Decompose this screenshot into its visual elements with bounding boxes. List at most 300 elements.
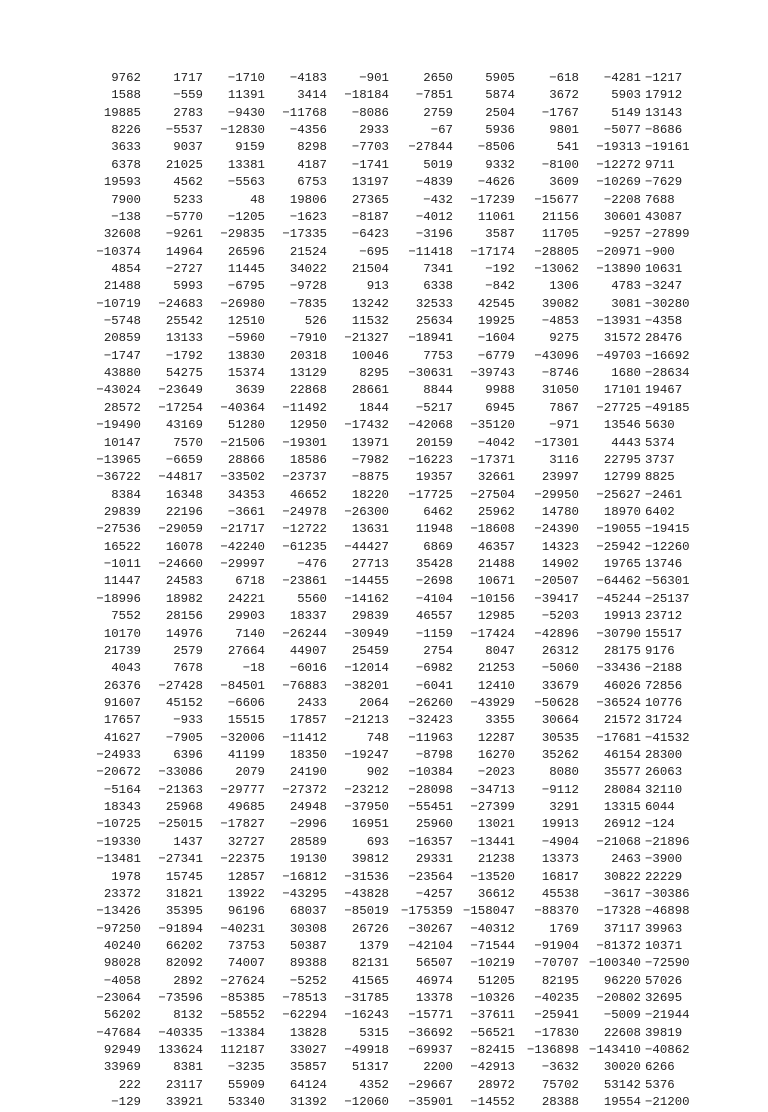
table-cell: −17371	[470, 452, 515, 467]
table-row	[90, 487, 690, 504]
table-cell: −12014	[344, 661, 389, 676]
table-cell: 15517	[645, 626, 683, 641]
table-cell: −29835	[220, 227, 265, 242]
table-cell: 16348	[165, 487, 203, 502]
table-cell: −17174	[470, 244, 515, 259]
table-cell: −16357	[408, 834, 453, 849]
table-cell: 19357	[415, 470, 453, 485]
table-cell: −34713	[470, 782, 515, 797]
table-cell: 1306	[549, 279, 579, 294]
table-cell: −1792	[165, 348, 203, 363]
table-cell: 526	[304, 314, 327, 329]
table-cell: 22795	[603, 452, 641, 467]
table-row	[90, 122, 690, 139]
table-row	[90, 1077, 690, 1094]
table-cell: −91894	[158, 921, 203, 936]
table-cell: 13021	[477, 817, 515, 832]
table-cell: −18608	[470, 522, 515, 537]
table-row	[90, 799, 690, 816]
table-cell: −900	[645, 244, 675, 259]
table-row	[90, 816, 690, 833]
table-cell: −19415	[645, 522, 690, 537]
table-cell: −11963	[408, 730, 453, 745]
table-cell: −16243	[344, 1008, 389, 1023]
table-cell: −6779	[477, 348, 515, 363]
table-cell: −4356	[289, 123, 327, 138]
table-cell: −58552	[220, 1008, 265, 1023]
table-cell: 13381	[227, 157, 265, 172]
table-cell: −40235	[534, 991, 579, 1006]
table-cell: 9801	[549, 123, 579, 138]
table-cell: 41627	[103, 730, 141, 745]
table-cell: 45538	[541, 886, 579, 901]
table-row	[90, 348, 690, 365]
table-cell: −1747	[103, 348, 141, 363]
table-cell: −1205	[227, 209, 265, 224]
table-cell: −41532	[645, 730, 690, 745]
table-cell: −42913	[470, 1060, 515, 1075]
table-row	[90, 626, 690, 643]
table-cell: −25137	[645, 591, 690, 606]
table-cell: 5993	[173, 279, 203, 294]
table-row	[90, 192, 690, 209]
table-row	[90, 1059, 690, 1076]
table-cell: −40335	[158, 1025, 203, 1040]
table-cell: 19913	[541, 817, 579, 832]
table-cell: −100340	[588, 956, 641, 971]
table-row	[90, 678, 690, 695]
table-cell: −30631	[408, 366, 453, 381]
table-cell: −4281	[603, 71, 641, 85]
table-cell: −2208	[603, 192, 641, 207]
table-cell: −11418	[408, 244, 453, 259]
table-cell: 7678	[173, 661, 203, 676]
table-cell: 748	[366, 730, 389, 745]
table-cell: 32695	[645, 991, 683, 1006]
table-cell: 16951	[351, 817, 389, 832]
table-row	[90, 278, 690, 295]
table-cell: 21572	[603, 713, 641, 728]
table-cell: −15771	[408, 1008, 453, 1023]
table-cell: 66202	[165, 938, 203, 953]
table-cell: −40364	[220, 400, 265, 415]
table-cell: 29839	[351, 609, 389, 624]
table-cell: 10371	[645, 938, 683, 953]
table-cell: −3196	[415, 227, 453, 242]
table-cell: 7341	[423, 261, 453, 276]
table-cell: −27399	[470, 800, 515, 815]
table-cell: −13931	[596, 314, 641, 329]
table-cell: 9159	[235, 140, 265, 155]
table-cell: 34022	[289, 261, 327, 276]
table-cell: 39812	[351, 852, 389, 867]
table-cell: −91904	[534, 938, 579, 953]
table-cell: 12287	[477, 730, 515, 745]
table-cell: 2783	[173, 105, 203, 120]
table-cell: 98028	[103, 956, 141, 971]
table-cell: −559	[173, 88, 203, 103]
table-cell: 6266	[645, 1060, 675, 1075]
table-cell: 31821	[165, 886, 203, 901]
table-cell: 112187	[220, 1043, 265, 1058]
table-cell: 41565	[351, 973, 389, 988]
table-row	[90, 955, 690, 972]
table-cell: 21238	[477, 852, 515, 867]
table-cell: 82131	[351, 956, 389, 971]
table-cell: 6718	[235, 574, 265, 589]
table-cell: 8295	[359, 366, 389, 381]
table-cell: −39743	[470, 366, 515, 381]
table-cell: −17432	[344, 418, 389, 433]
table-cell: −36524	[596, 695, 641, 710]
table-cell: 5019	[423, 157, 453, 172]
table-cell: −27428	[158, 678, 203, 693]
table-cell: 3116	[549, 452, 579, 467]
table-cell: 22868	[289, 383, 327, 398]
table-row	[90, 643, 690, 660]
table-cell: 32608	[103, 227, 141, 242]
table-cell: 12510	[227, 314, 265, 329]
table-cell: 51280	[227, 418, 265, 433]
table-cell: 7552	[111, 609, 141, 624]
table-cell: −17725	[408, 487, 453, 502]
table-cell: 19554	[603, 1095, 641, 1110]
table-cell: 22229	[645, 869, 683, 884]
table-cell: −1623	[289, 209, 327, 224]
table-cell: 18343	[103, 800, 141, 815]
table-cell: 18350	[289, 748, 327, 763]
table-cell: −17335	[282, 227, 327, 242]
table-cell: 13133	[165, 331, 203, 346]
table-cell: −23649	[158, 383, 203, 398]
table-row	[90, 712, 690, 729]
table-cell: 35262	[541, 748, 579, 763]
table-cell: −24660	[158, 557, 203, 572]
table-cell: −28805	[534, 244, 579, 259]
table-cell: 6402	[645, 504, 675, 519]
table-cell: 42545	[477, 296, 515, 311]
table-row	[90, 591, 690, 608]
table-cell: 6338	[423, 279, 453, 294]
table-cell: 31724	[645, 713, 683, 728]
table-cell: 9711	[645, 157, 675, 172]
table-cell: −2461	[645, 487, 683, 502]
table-cell: −1741	[351, 157, 389, 172]
table-cell: 46026	[603, 678, 641, 693]
table-cell: −10269	[596, 175, 641, 190]
table-cell: 11445	[227, 261, 265, 276]
table-cell: 13746	[645, 557, 683, 572]
table-cell: −27536	[96, 522, 141, 537]
table-cell: 39819	[645, 1025, 683, 1040]
table-cell: 4854	[111, 261, 141, 276]
table-cell: −136898	[526, 1043, 579, 1058]
table-cell: 14780	[541, 504, 579, 519]
table-cell: −85385	[220, 991, 265, 1006]
table-cell: −4839	[415, 175, 453, 190]
table-cell: 41199	[227, 748, 265, 763]
table-cell: −3632	[541, 1060, 579, 1075]
table-cell: −7910	[289, 331, 327, 346]
table-cell: −2188	[645, 661, 683, 676]
table-cell: −5164	[103, 782, 141, 797]
table-cell: 5233	[173, 192, 203, 207]
table-cell: −32423	[408, 713, 453, 728]
table-cell: −30790	[596, 626, 641, 641]
table-row	[90, 869, 690, 886]
table-cell: 13631	[351, 522, 389, 537]
table-cell: 1437	[173, 834, 203, 849]
table-cell: −55451	[408, 800, 453, 815]
table-cell: −2996	[289, 817, 327, 832]
table-cell: 30601	[603, 209, 641, 224]
table-row	[90, 1042, 690, 1059]
table-cell: −97250	[96, 921, 141, 936]
table-cell: −29950	[534, 487, 579, 502]
table-cell: 17857	[289, 713, 327, 728]
table-cell: 1769	[549, 921, 579, 936]
table-cell: 33921	[165, 1095, 203, 1110]
table-cell: −30267	[408, 921, 453, 936]
table-cell: −2698	[415, 574, 453, 589]
table-cell: −18184	[344, 88, 389, 103]
table-cell: −476	[297, 557, 327, 572]
table-cell: 7867	[549, 400, 579, 415]
table-cell: −8746	[541, 366, 579, 381]
table-cell: 19130	[289, 852, 327, 867]
table-cell: 30664	[541, 713, 579, 728]
table-cell: −28634	[645, 366, 690, 381]
table-cell: −19301	[282, 435, 327, 450]
table-cell: −29059	[158, 522, 203, 537]
table-cell: 29331	[415, 852, 453, 867]
table-cell: 3639	[235, 383, 265, 398]
table-cell: 6753	[297, 175, 327, 190]
table-cell: −30949	[344, 626, 389, 641]
table-cell: 27365	[351, 192, 389, 207]
table-row	[90, 313, 690, 330]
table-cell: 2650	[423, 71, 453, 85]
table-cell: −1011	[103, 557, 141, 572]
table-cell: −19161	[645, 140, 690, 155]
table-cell: 10671	[477, 574, 515, 589]
table-cell: −6795	[227, 279, 265, 294]
table-cell: 2064	[359, 695, 389, 710]
table-cell: −3247	[645, 279, 683, 294]
table-cell: −13441	[470, 834, 515, 849]
table-cell: 3609	[549, 175, 579, 190]
table-cell: −19490	[96, 418, 141, 433]
table-cell: −50628	[534, 695, 579, 710]
table-cell: 12799	[603, 470, 641, 485]
table-cell: 2933	[359, 123, 389, 138]
table-cell: −71544	[470, 938, 515, 953]
table-cell: 30535	[541, 730, 579, 745]
table-cell: −432	[423, 192, 453, 207]
table-row	[90, 556, 690, 573]
table-cell: −25015	[158, 817, 203, 832]
table-row	[90, 1007, 690, 1024]
table-cell: −4042	[477, 435, 515, 450]
table-cell: 7570	[173, 435, 203, 450]
table-cell: 35395	[165, 904, 203, 919]
table-cell: 8047	[485, 643, 515, 658]
number-table	[90, 70, 690, 1112]
table-cell: 36612	[477, 886, 515, 901]
table-cell: −7982	[351, 452, 389, 467]
table-cell: −23212	[344, 782, 389, 797]
table-cell: −40312	[470, 921, 515, 936]
table-cell: 31572	[603, 331, 641, 346]
table-cell: −17254	[158, 400, 203, 415]
table-cell: −138	[111, 209, 141, 224]
table-cell: 11948	[415, 522, 453, 537]
table-cell: 45152	[165, 695, 203, 710]
table-cell: −12260	[645, 539, 690, 554]
table-cell: −8686	[645, 123, 683, 138]
table-cell: −23737	[282, 470, 327, 485]
table-cell: 25968	[165, 800, 203, 815]
table-row	[90, 452, 690, 469]
table-row	[90, 435, 690, 452]
table-cell: 40240	[103, 938, 141, 953]
table-cell: −3661	[227, 504, 265, 519]
table-cell: −24683	[158, 296, 203, 311]
table-cell: 8226	[111, 123, 141, 138]
table-cell: 25459	[351, 643, 389, 658]
table-cell: −11412	[282, 730, 327, 745]
table-cell: 28589	[289, 834, 327, 849]
table-cell: −26980	[220, 296, 265, 311]
table-cell: −85019	[344, 904, 389, 919]
table-cell: 1379	[359, 938, 389, 953]
table-row	[90, 296, 690, 313]
table-cell: 46154	[603, 748, 641, 763]
table-cell: 18982	[165, 591, 203, 606]
table-cell: 8825	[645, 470, 675, 485]
table-cell: 46974	[415, 973, 453, 988]
table-cell: 29839	[103, 504, 141, 519]
table-cell: −4626	[477, 175, 515, 190]
table-cell: −4058	[103, 973, 141, 988]
table-cell: 25542	[165, 314, 203, 329]
table-cell: −24390	[534, 522, 579, 537]
table-cell: 8298	[297, 140, 327, 155]
table-cell: 19885	[103, 105, 141, 120]
table-cell: −12060	[344, 1095, 389, 1110]
table-row	[90, 382, 690, 399]
table-cell: 4783	[611, 279, 641, 294]
table-cell: 13922	[227, 886, 265, 901]
table-cell: 37117	[603, 921, 641, 936]
table-cell: 12950	[289, 418, 327, 433]
table-cell: 20159	[415, 435, 453, 450]
table-row	[90, 886, 690, 903]
table-row	[90, 973, 690, 990]
table-cell: 48	[250, 192, 265, 207]
table-cell: 19913	[603, 609, 641, 624]
table-cell: 16817	[541, 869, 579, 884]
table-cell: 25634	[415, 314, 453, 329]
table-cell: −18	[242, 661, 265, 676]
table-cell: −158047	[462, 904, 515, 919]
table-cell: 1844	[359, 400, 389, 415]
table-cell: −36692	[408, 1025, 453, 1040]
table-cell: −45244	[596, 591, 641, 606]
table-cell: 3587	[485, 227, 515, 242]
table-cell: 7140	[235, 626, 265, 641]
table-cell: −72590	[645, 956, 690, 971]
table-cell: 82092	[165, 956, 203, 971]
table-row	[90, 1094, 690, 1111]
table-cell: −24978	[282, 504, 327, 519]
table-cell: 19765	[603, 557, 641, 572]
table-cell: 55909	[227, 1077, 265, 1092]
table-row	[90, 695, 690, 712]
table-cell: 32533	[415, 296, 453, 311]
table-cell: −10219	[470, 956, 515, 971]
table-row	[90, 921, 690, 938]
table-cell: −21896	[645, 834, 690, 849]
table-cell: −5009	[603, 1008, 641, 1023]
table-cell: −5960	[227, 331, 265, 346]
table-cell: 21156	[541, 209, 579, 224]
table-cell: −47684	[96, 1025, 141, 1040]
table-cell: 4443	[611, 435, 641, 450]
table-cell: −36722	[96, 470, 141, 485]
table-cell: −3235	[227, 1060, 265, 1075]
table-cell: 2463	[611, 852, 641, 867]
table-cell: 7900	[111, 192, 141, 207]
table-cell: 44907	[289, 643, 327, 658]
table-cell: −39417	[534, 591, 579, 606]
table-cell: 16270	[477, 748, 515, 763]
table-cell: 28972	[477, 1077, 515, 1092]
table-cell: 13197	[351, 175, 389, 190]
table-cell: 28084	[603, 782, 641, 797]
table-row	[90, 469, 690, 486]
table-cell: 11391	[227, 88, 265, 103]
table-cell: −70707	[534, 956, 579, 971]
table-cell: −25627	[596, 487, 641, 502]
table-cell: 21524	[289, 244, 327, 259]
table-cell: 4187	[297, 157, 327, 172]
table-cell: −46898	[645, 904, 690, 919]
table-row	[90, 504, 690, 521]
table-row	[90, 834, 690, 851]
table-cell: −6423	[351, 227, 389, 242]
table-cell: 75702	[541, 1077, 579, 1092]
table-cell: 26312	[541, 643, 579, 658]
table-cell: 5560	[297, 591, 327, 606]
table-cell: −9257	[603, 227, 641, 242]
table-cell: −82415	[470, 1043, 515, 1058]
table-cell: 8384	[111, 487, 141, 502]
table-cell: 9176	[645, 643, 675, 658]
table-cell: 26596	[227, 244, 265, 259]
table-row	[90, 417, 690, 434]
table-cell: −10384	[408, 765, 453, 780]
table-cell: 3737	[645, 452, 675, 467]
table-cell: −9728	[289, 279, 327, 294]
table-cell: −27341	[158, 852, 203, 867]
table-cell: 28661	[351, 383, 389, 398]
table-cell: 17657	[103, 713, 141, 728]
table-cell: −6041	[415, 678, 453, 693]
table-cell: 73753	[227, 938, 265, 953]
table-cell: −49703	[596, 348, 641, 363]
table-cell: −9261	[165, 227, 203, 242]
